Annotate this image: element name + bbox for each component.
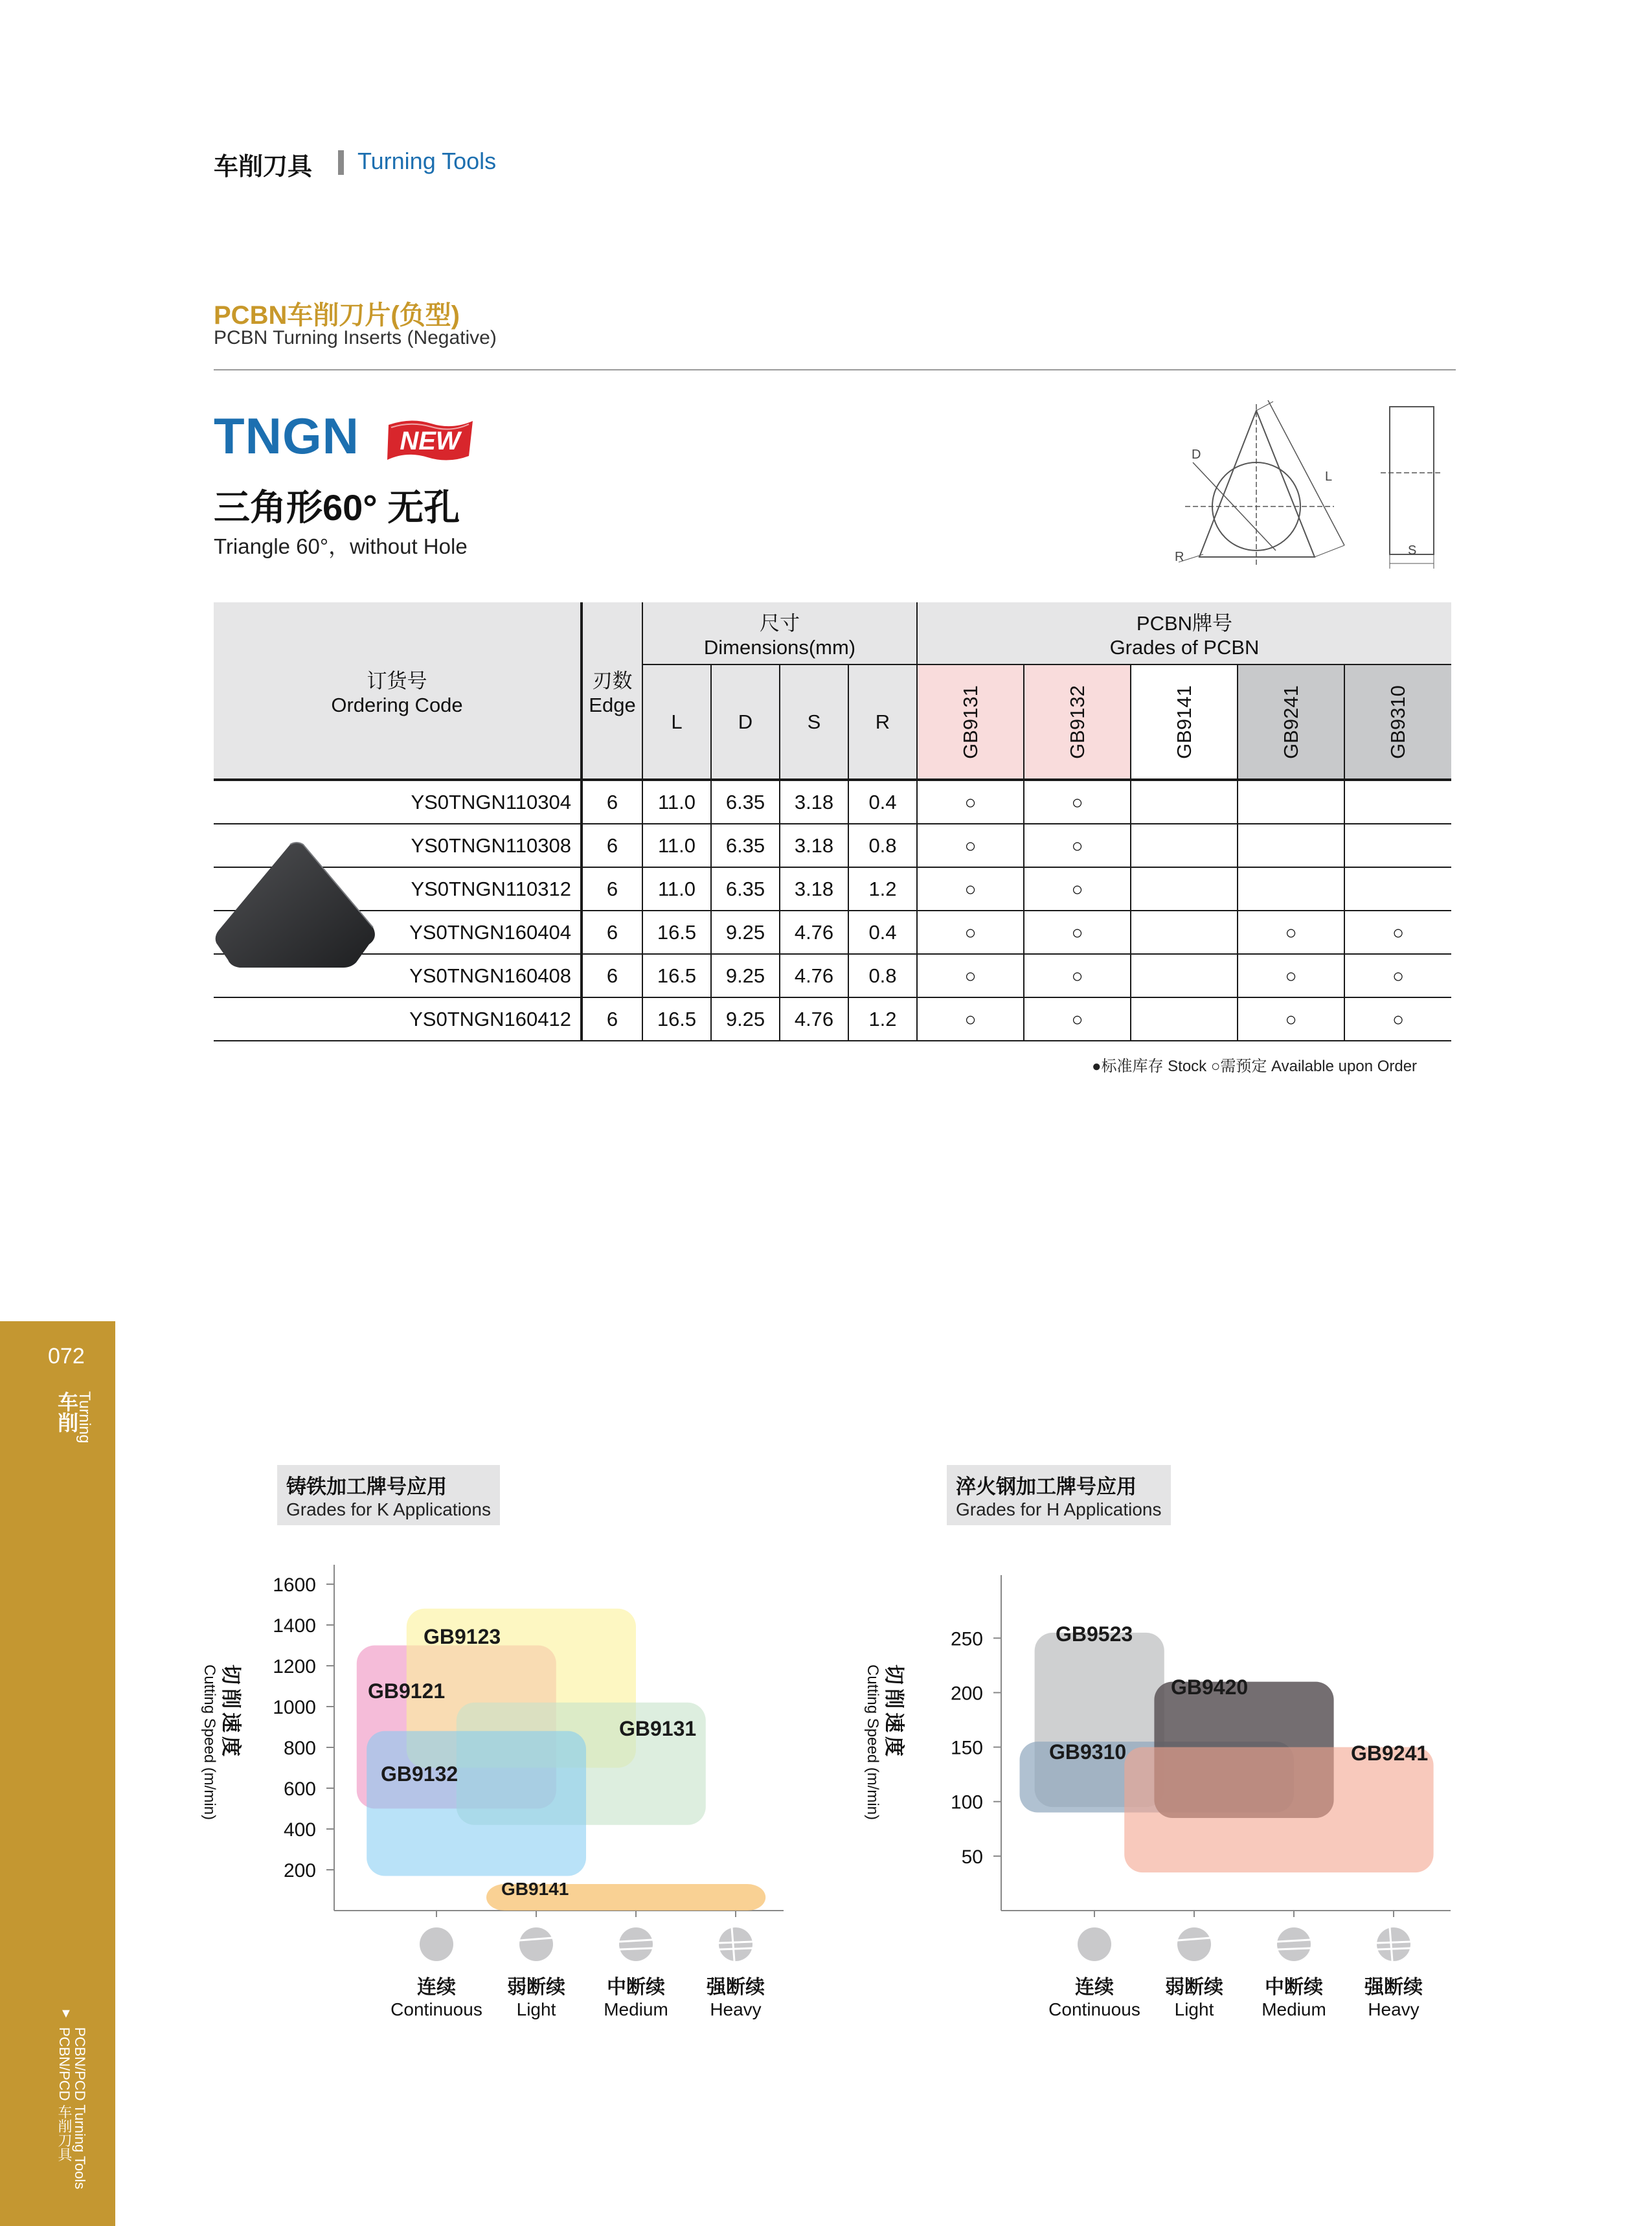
grade-cell-gb9241 <box>1238 997 1344 1041</box>
y-tick-label: 100 <box>950 1791 983 1813</box>
table-row <box>214 954 1451 997</box>
diagram-label-d: D <box>1192 448 1201 462</box>
shape-title-en: Triangle 60°，without Hole <box>214 534 468 558</box>
grade-region-gb9241 <box>1124 1747 1433 1873</box>
section-title-en: PCBN Turning Inserts (Negative) <box>214 327 497 348</box>
grade-label-gb9131: GB9131 <box>619 1717 697 1740</box>
dim-cell-d: 9.25 <box>711 954 780 997</box>
edge-cell: 6 <box>582 954 642 997</box>
dim-cell-r: 0.8 <box>848 824 917 867</box>
page-header-cn: 车削刀具 <box>214 153 313 181</box>
ordering-code-cell: YS0TNGN110304 <box>214 780 582 824</box>
diagram-side-view <box>1390 407 1434 554</box>
grade-cell-gb9141 <box>1131 780 1238 824</box>
dim-cell-l: 16.5 <box>642 954 711 997</box>
grade-col-gb9131-label: GB9131 <box>958 685 982 759</box>
category-icon-slot <box>1277 1948 1311 1949</box>
chart-h-applications <box>861 1541 1483 2034</box>
new-badge <box>385 415 477 466</box>
grades-header <box>917 602 1451 664</box>
sidebar-section-cn: 车削 <box>55 1391 78 1433</box>
availability-mark: ○ <box>1071 878 1083 900</box>
category-label-cn: 连续 <box>1075 1977 1114 1998</box>
y-tick-label: 200 <box>283 1860 316 1881</box>
category-label: Continuous <box>390 1999 482 2019</box>
grade-cell-gb9310 <box>1344 780 1451 824</box>
grade-cell-gb9241 <box>1238 911 1344 954</box>
grade-cell-gb9131 <box>917 911 1024 954</box>
diagram-label-r: R <box>1175 550 1184 564</box>
dim-cell-l: 11.0 <box>642 780 711 824</box>
edge-header <box>582 602 642 780</box>
table-row <box>214 824 1451 867</box>
grade-cell-gb9131 <box>917 997 1024 1041</box>
grade-cell-gb9241 <box>1238 824 1344 867</box>
category-icon <box>1078 1927 1111 1961</box>
grade-label-gb9121: GB9121 <box>368 1679 446 1703</box>
grade-cell-gb9141 <box>1131 997 1238 1041</box>
grade-cell-gb9132 <box>1024 824 1131 867</box>
shape-title-cn: 三角形60° 无孔 <box>214 487 460 528</box>
header-divider <box>338 150 344 175</box>
dim-cell-d: 6.35 <box>711 867 780 911</box>
category-label-cn: 中断续 <box>607 1977 665 1998</box>
grades-header-en: Grades of PCBN <box>1109 636 1260 659</box>
dim-col-r: R <box>848 664 917 780</box>
category-label: Medium <box>604 1999 668 2019</box>
dim-cell-r: 1.2 <box>848 997 917 1041</box>
grade-col-gb9132 <box>1024 664 1131 780</box>
dim-cell-l: 11.0 <box>642 867 711 911</box>
category-icon-slot <box>719 1942 752 1943</box>
chart-h-title <box>947 1465 1171 1525</box>
availability-mark: ○ <box>1392 965 1405 987</box>
chart-h-title-en: Grades for H Applications <box>956 1499 1162 1519</box>
grade-cell-gb9310 <box>1344 997 1451 1041</box>
availability-mark: ○ <box>964 1008 977 1030</box>
dim-col-d: D <box>711 664 780 780</box>
diagram-label-s: S <box>1408 543 1417 558</box>
availability-mark: ○ <box>1071 965 1083 987</box>
y-tick-label: 1600 <box>273 1574 316 1596</box>
dim-cell-d: 9.25 <box>711 911 780 954</box>
grade-cell-gb9310 <box>1344 954 1451 997</box>
grade-region-gb9132 <box>367 1731 586 1876</box>
category-icon <box>1377 1927 1410 1961</box>
ordering-code-cell: YS0TNGN160408 <box>214 954 582 997</box>
edge-header-en: Edge <box>589 693 636 716</box>
category-label-cn: 强断续 <box>707 1977 765 1998</box>
dim-cell-l: 11.0 <box>642 824 711 867</box>
dim-cell-s: 3.18 <box>780 824 848 867</box>
availability-mark: ○ <box>964 791 977 813</box>
availability-mark: ○ <box>1071 835 1083 857</box>
availability-legend: ●标准库存 Stock ○需预定 Available upon Order <box>1092 1058 1418 1075</box>
category-label: Medium <box>1262 1999 1326 2019</box>
y-tick-label: 1200 <box>273 1656 316 1677</box>
dim-cell-r: 1.2 <box>848 867 917 911</box>
y-axis-label-cn: 切削速度 <box>883 1664 905 1760</box>
availability-mark: ○ <box>964 835 977 857</box>
availability-mark: ○ <box>964 965 977 987</box>
grade-cell-gb9132 <box>1024 997 1131 1041</box>
sidebar-section-en: Turning <box>76 1391 93 1444</box>
category-label-cn: 弱断续 <box>1165 1977 1223 1998</box>
grade-label-gb9523: GB9523 <box>1056 1622 1133 1646</box>
category-icon <box>519 1927 553 1961</box>
dim-cell-s: 4.76 <box>780 911 848 954</box>
dim-cell-r: 0.4 <box>848 780 917 824</box>
grade-label-gb9310: GB9310 <box>1049 1740 1127 1764</box>
diagram-label-l: L <box>1325 470 1333 484</box>
grade-col-gb9310-label: GB9310 <box>1386 685 1409 759</box>
grade-cell-gb9131 <box>917 954 1024 997</box>
category-label-cn: 连续 <box>417 1977 456 1998</box>
dim-cell-d: 6.35 <box>711 824 780 867</box>
category-label: Continuous <box>1048 1999 1140 2019</box>
ordering-code-cell: YS0TNGN110308 <box>214 824 582 867</box>
grade-col-gb9241-label: GB9241 <box>1279 685 1302 759</box>
availability-mark: ○ <box>1392 1008 1405 1030</box>
grade-cell-gb9141 <box>1131 867 1238 911</box>
section-rule <box>214 369 1456 370</box>
grade-cell-gb9141 <box>1131 911 1238 954</box>
ordering-code-header-en: Ordering Code <box>331 693 463 716</box>
chart-k-title <box>277 1465 500 1525</box>
new-badge-text: NEW <box>400 427 460 455</box>
grade-col-gb9131 <box>917 664 1024 780</box>
y-tick-label: 250 <box>950 1628 983 1650</box>
availability-mark: ○ <box>1392 922 1405 944</box>
sidebar-arrow-icon: ▼ <box>60 2006 73 2021</box>
dim-col-l: L <box>642 664 711 780</box>
category-label: Light <box>516 1999 556 2019</box>
sidebar-footer-cn: PCBN/PCD 车削刀具 <box>56 2027 73 2162</box>
edge-cell: 6 <box>582 867 642 911</box>
y-tick-label: 200 <box>950 1683 983 1705</box>
category-label: Heavy <box>710 1999 762 2019</box>
edge-header-cn: 刃数 <box>592 669 633 692</box>
ordering-code-cell: YS0TNGN160412 <box>214 997 582 1041</box>
category-label-cn: 弱断续 <box>507 1977 565 1998</box>
section-title-cn: PCBN车削刀片(负型) <box>214 301 460 330</box>
y-tick-label: 150 <box>950 1737 983 1759</box>
grade-col-gb9141-label: GB9141 <box>1172 685 1195 759</box>
dim-col-s: S <box>780 664 848 780</box>
dim-cell-r: 0.4 <box>848 911 917 954</box>
dim-cell-s: 3.18 <box>780 867 848 911</box>
category-label-cn: 强断续 <box>1364 1977 1423 1998</box>
category-icon <box>420 1927 453 1961</box>
edge-cell: 6 <box>582 780 642 824</box>
grade-cell-gb9241 <box>1238 780 1344 824</box>
grade-cell-gb9141 <box>1131 824 1238 867</box>
availability-mark: ○ <box>1071 791 1083 813</box>
grade-cell-gb9310 <box>1344 824 1451 867</box>
availability-mark: ○ <box>964 878 977 900</box>
table-row <box>214 780 1451 824</box>
grade-cell-gb9131 <box>917 780 1024 824</box>
category-icon <box>1277 1927 1311 1961</box>
category-icon-slot <box>619 1948 653 1949</box>
y-tick-label: 800 <box>283 1738 316 1759</box>
y-tick-label: 50 <box>961 1846 983 1868</box>
table-row <box>214 997 1451 1041</box>
table-row <box>214 911 1451 954</box>
grade-cell-gb9131 <box>917 824 1024 867</box>
y-tick-label: 400 <box>283 1819 316 1841</box>
category-icon-slot <box>719 1948 752 1949</box>
y-tick-label: 1000 <box>273 1697 316 1718</box>
category-label-cn: 中断续 <box>1265 1977 1323 1998</box>
edge-cell: 6 <box>582 997 642 1041</box>
dim-cell-l: 16.5 <box>642 997 711 1041</box>
ordering-code-cell: YS0TNGN160404 <box>214 911 582 954</box>
chart-h-title-cn: 淬火钢加工牌号应用 <box>956 1475 1137 1498</box>
chart-k-title-cn: 铸铁加工牌号应用 <box>286 1475 447 1498</box>
y-tick-label: 600 <box>283 1778 316 1800</box>
grade-label-gb9420: GB9420 <box>1171 1675 1249 1699</box>
dimensions-header-en: Dimensions(mm) <box>703 636 856 659</box>
grade-cell-gb9131 <box>917 867 1024 911</box>
product-table <box>214 602 1451 1041</box>
ordering-code-header <box>214 602 582 780</box>
grade-cell-gb9310 <box>1344 867 1451 911</box>
grade-label-gb9241: GB9241 <box>1351 1742 1429 1765</box>
y-axis-label-en: Cutting Speed (m/min) <box>864 1664 881 1821</box>
grade-label-gb9132: GB9132 <box>381 1762 458 1786</box>
grade-label-gb9123: GB9123 <box>424 1625 501 1648</box>
edge-cell: 6 <box>582 911 642 954</box>
dim-cell-r: 0.8 <box>848 954 917 997</box>
category-icon-slot <box>1377 1942 1410 1943</box>
page-header-en: Turning Tools <box>357 148 497 174</box>
availability-mark: ○ <box>1285 922 1297 944</box>
grade-cell-gb9241 <box>1238 954 1344 997</box>
grade-col-gb9310 <box>1344 664 1451 780</box>
dim-cell-d: 9.25 <box>711 997 780 1041</box>
dim-cell-s: 4.76 <box>780 997 848 1041</box>
dim-cell-d: 6.35 <box>711 780 780 824</box>
grade-col-gb9132-label: GB9132 <box>1065 685 1089 759</box>
grade-cell-gb9132 <box>1024 867 1131 911</box>
grade-label-gb9141: GB9141 <box>501 1879 569 1899</box>
table-row <box>214 867 1451 911</box>
grade-cell-gb9132 <box>1024 954 1131 997</box>
diagram-triangle <box>1199 411 1315 557</box>
product-model: TNGN <box>214 407 359 464</box>
availability-mark: ○ <box>964 922 977 944</box>
y-axis-label-en: Cutting Speed (m/min) <box>201 1664 218 1821</box>
grade-cell-gb9141 <box>1131 954 1238 997</box>
insert-dimension-diagram <box>1153 395 1457 576</box>
dim-cell-s: 3.18 <box>780 780 848 824</box>
availability-mark: ○ <box>1285 965 1297 987</box>
category-icon <box>1177 1927 1211 1961</box>
dimensions-header-cn: 尺寸 <box>760 612 800 635</box>
availability-mark: ○ <box>1071 1008 1083 1030</box>
chart-k-title-en: Grades for K Applications <box>286 1499 491 1519</box>
y-tick-label: 1400 <box>273 1615 316 1637</box>
y-axis-label <box>864 1664 905 1820</box>
category-label: Light <box>1174 1999 1214 2019</box>
grades-header-cn: PCBN牌号 <box>1136 612 1233 635</box>
category-icon <box>719 1927 752 1961</box>
chart-k-applications <box>194 1541 816 2034</box>
grade-cell-gb9132 <box>1024 911 1131 954</box>
grade-cell-gb9241 <box>1238 867 1344 911</box>
y-axis-label <box>201 1664 242 1820</box>
dim-cell-s: 4.76 <box>780 954 848 997</box>
availability-mark: ○ <box>1285 1008 1297 1030</box>
category-label: Heavy <box>1368 1999 1420 2019</box>
category-icon-slot <box>1377 1948 1410 1949</box>
dim-cell-l: 16.5 <box>642 911 711 954</box>
ordering-code-cell: YS0TNGN110312 <box>214 867 582 911</box>
edge-cell: 6 <box>582 824 642 867</box>
grade-cell-gb9310 <box>1344 911 1451 954</box>
grade-col-gb9141 <box>1131 664 1238 780</box>
ordering-code-header-cn: 订货号 <box>367 669 427 692</box>
grade-cell-gb9132 <box>1024 780 1131 824</box>
sidebar-footer-en: PCBN/PCD Turning Tools <box>72 2027 88 2190</box>
grade-col-gb9241 <box>1238 664 1344 780</box>
page-number: 072 <box>48 1344 85 1369</box>
availability-mark: ○ <box>1071 922 1083 944</box>
dimensions-header <box>642 602 917 664</box>
category-icon <box>619 1927 653 1961</box>
insert-photo <box>214 839 378 969</box>
y-axis-label-cn: 切削速度 <box>220 1664 242 1760</box>
